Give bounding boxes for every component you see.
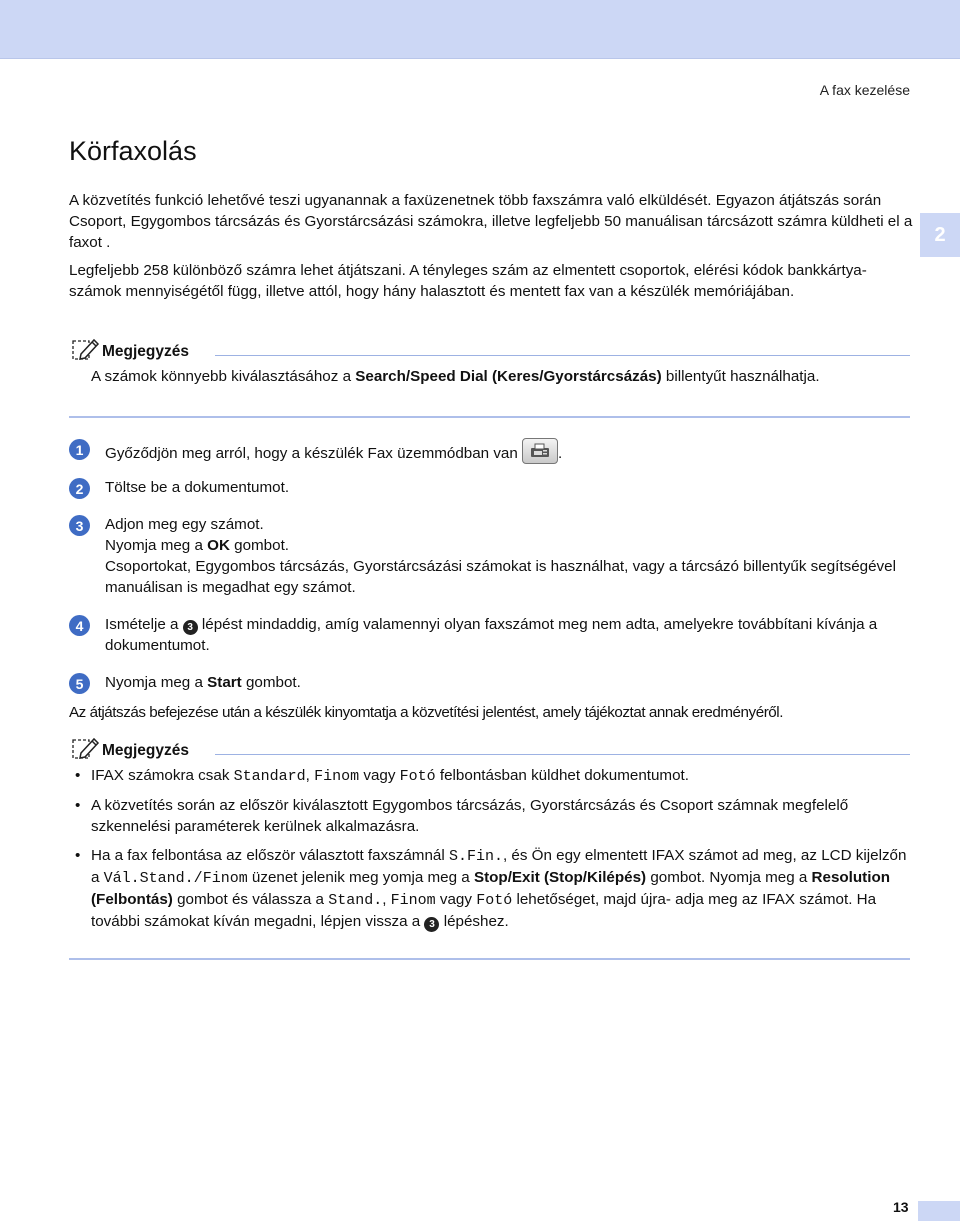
page-title: Körfaxolás: [69, 136, 197, 166]
note-pencil-icon: [72, 337, 100, 361]
running-head: A fax kezelése: [819, 82, 910, 98]
step-3: 3 Adjon meg egy számot. Nyomja meg a OK gombot. Csoportokat, Egygombos tárcsázás, Gyorstárcsázási számokat is használhat, vagy a tárcsázó billentyűk segítségével manuálisan is megadhat egy számot.: [69, 514, 914, 598]
step-number: 4: [69, 615, 90, 636]
step-5: 5 Nyomja meg a Start gombot.: [69, 672, 914, 693]
limit-paragraph: Legfeljebb 258 különböző számra lehet átjátszani. A tényleges szám az elmentett csoportok, elérési kódok bankkártya-számok mennyiségétől függ, illetve attól, hogy hány halasztott és mentett fax van a készülék memóriájában.: [69, 262, 867, 300]
note-heading: [72, 337, 189, 361]
note-pencil-icon: [72, 736, 100, 760]
step-2: 2 Töltse be a dokumentumot.: [69, 477, 914, 498]
step-number: 5: [69, 673, 90, 694]
step-number: 3: [69, 515, 90, 536]
step-reference: 3: [183, 620, 198, 635]
step-reference: 3: [424, 917, 439, 932]
step-1: 1 Győződjön meg arról, hogy a készülék Fax üzemmódban van .: [69, 438, 914, 464]
note-end-rule: [69, 416, 910, 418]
note-text: A számok könnyebb kiválasztásához a Search/Speed Dial (Keres/Gyorstárcsázás) billentyűt használhatja.: [91, 368, 820, 385]
step-4: 4 Ismételje a 3 lépést mindaddig, amíg valamennyi olyan faxszámot meg nem adta, amelyekre továbbítani kívánja a dokumentumot.: [69, 614, 914, 656]
step-number: 1: [69, 439, 90, 460]
step-number: 2: [69, 478, 90, 499]
list-item: • IFAX számokra csak Standard, Finom vagy Fotó felbontásban küldhet dokumentumot.: [75, 765, 915, 787]
note-heading-label: Megjegyzés: [102, 343, 190, 360]
note-bullet-list: [75, 765, 915, 940]
after-steps-paragraph: Az átjátszás befejezése után a készülék kinyomtatja a közvetítési jelentést, amely tájékoztat annak eredményéről.: [69, 704, 783, 721]
top-band: [0, 0, 960, 59]
note-heading-rule: [215, 355, 910, 356]
note-heading-rule: [215, 754, 910, 755]
fax-mode-key-icon: [522, 438, 558, 464]
intro-paragraph: A közvetítés funkció lehetővé teszi ugyanannak a faxüzenetnek több faxszámra való elküldését. Egyazon átjátszás során Csoport, Egygombos tárcsázás és Gyorstárcsázási számokra, illetve legfeljebb 50 manuálisan tárcsázott számra küldheti el a faxot .: [69, 192, 913, 251]
chapter-tab: 2: [920, 213, 960, 257]
note-end-rule: [69, 958, 910, 960]
page-number: 13: [893, 1199, 909, 1215]
list-item: • A közvetítés során az először kiválasztott Egygombos tárcsázás, Gyorstárcsázás és Csoport számnak megfelelő szkennelési paraméterek kerülnek alkalmazásra.: [75, 795, 915, 837]
note-heading-label: Megjegyzés: [102, 742, 190, 759]
list-item: • Ha a fax felbontása az először választott faxszámnál S.Fin., és Ön egy elmentett IFAX számot ad meg, az LCD kijelzőn a Vál.Stand./Finom üzenet jelenik meg yomja meg a Stop/Exit (Stop/Kilépés) gombot. Nyomja meg a Resolution (Felbontás) gombot és válassza a Stand., Finom vagy Fotó lehetőséget, majd újra- adja meg az IFAX számot. Ha további számokat kíván megadni, lépjen vissza a 3 lépéshez.: [75, 845, 915, 932]
note-heading: [72, 736, 189, 760]
page-tab: [918, 1201, 960, 1221]
